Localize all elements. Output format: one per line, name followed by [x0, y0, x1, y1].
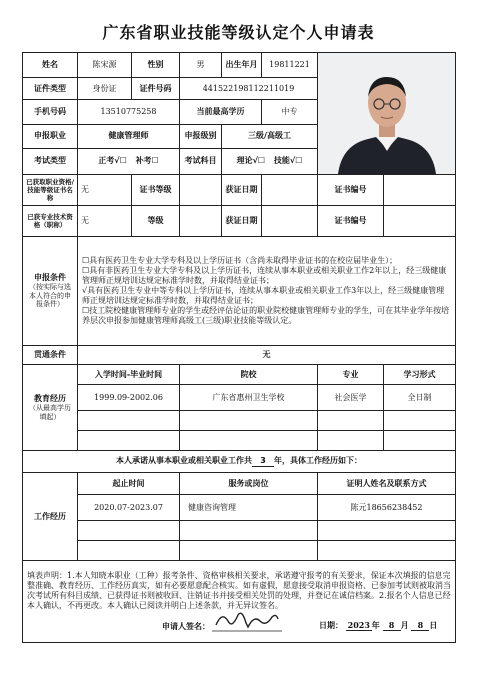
- occupation-label: 申报职业: [23, 124, 78, 148]
- edu-cell: [180, 431, 318, 451]
- held-skill-date-label: 获证日期: [222, 206, 262, 237]
- condition-item[interactable]: ☐技工院校健康管理师专业的学生或经评估论证的职业院校健康管理师专业的学生，可在其毕业学年按培养层次申报参加健康管理师高级工(三级)职业技能等级认定。: [82, 306, 450, 325]
- edu-history-note: （从最高学历填起）: [29, 403, 71, 421]
- conditions-list: [78, 237, 456, 346]
- theory-checkbox[interactable]: 理论√☐: [236, 156, 266, 166]
- through-condition-value: 无: [78, 346, 456, 365]
- application-form: [22, 52, 456, 643]
- date-label: 日期：: [319, 619, 343, 630]
- signature-area: [27, 611, 451, 633]
- edu-cell: [78, 411, 180, 431]
- work-cell: [180, 521, 318, 541]
- handwritten-signature: [212, 607, 282, 633]
- education-value: 中专: [262, 100, 318, 124]
- signature-label: 申请人签名：: [162, 620, 210, 631]
- name-label: 姓名: [23, 53, 78, 78]
- condition-item[interactable]: √具有医药卫生专业中等专科以上学历证书，连续从事本职业或相关职业工作3年以上，经三级健康管理师正规培训达规定标准学时数，并取得结业证书；: [82, 286, 445, 305]
- normal-exam-checkbox[interactable]: 正考√☐: [98, 156, 127, 166]
- work-years: 3: [252, 456, 274, 467]
- level-label: 申报级别: [180, 124, 222, 148]
- id-type-label: 证件类型: [23, 78, 78, 100]
- applicant-photo: [318, 53, 456, 175]
- edu-cell: 广东省惠州卫生学校: [180, 385, 318, 411]
- work-header-period: 起止时间: [78, 473, 180, 495]
- exam-type-options: [78, 148, 180, 174]
- declaration-text: 填表声明：1.本人知晓本职业（工种）报考条件、资格审核相关要求，承诺遵守报考的有关要求，保证本次填报的信息完整准确、教育经历、工作经历真实，如有必要愿意配合核实。如有虚假，愿意接受取消申报资格、已参加考试则被取消当次考试所有科目成绩、已获得证书则被收回、注销证书并接受相关处罚的处理，并登记在诚信档案。2.报名个人信息已经本人确认，不再更改。本人确认已阅读并明白上述条款，并无异议签名。: [27, 570, 451, 610]
- portrait-image: [318, 53, 456, 174]
- declaration-cell: [23, 561, 456, 643]
- edu-cell: 1999.09-2002.06: [78, 385, 180, 411]
- name-value: 陈宋源: [78, 53, 132, 78]
- month-unit: 月: [400, 619, 409, 630]
- work-header-referee: 证明人姓名及联系方式: [318, 473, 456, 495]
- skill-checkbox[interactable]: 技能√☐: [273, 156, 303, 166]
- work-cell: [78, 521, 180, 541]
- exam-subject-options: [222, 148, 318, 174]
- sign-year: 2023: [347, 619, 370, 630]
- held-skill-label: 已获专业技术资格（职称）: [23, 206, 78, 237]
- work-cell: [180, 541, 318, 561]
- date-field: [319, 620, 437, 631]
- through-condition-label: 贯通条件: [23, 346, 78, 365]
- edu-cell: [180, 411, 318, 431]
- gender-label: 性别: [132, 53, 180, 78]
- sign-day: 8: [411, 620, 429, 631]
- held-skill-level-label: 等级: [132, 206, 180, 237]
- edu-cell: [78, 431, 180, 451]
- edu-cell: [318, 431, 384, 451]
- gender-value: 男: [180, 53, 222, 78]
- work-statement-post: 年，具体工作经历如下：: [274, 456, 362, 465]
- level-value: 三级/高级工: [222, 124, 318, 148]
- held-issue-date-label: 获证日期: [222, 175, 262, 206]
- work-header-role: 服务或岗位: [180, 473, 318, 495]
- edu-header-mode: 学习形式: [384, 365, 456, 385]
- phone-label: 手机号码: [23, 100, 78, 124]
- edu-header-major: 专业: [318, 365, 384, 385]
- edu-cell: [384, 411, 456, 431]
- held-cert-level-label: 证书等级: [132, 175, 180, 206]
- day-unit: 日: [429, 619, 438, 630]
- edu-cell: [318, 411, 384, 431]
- phone-value: 13510775258: [78, 100, 180, 124]
- edu-history-label-cell: [23, 365, 78, 451]
- work-cell: [318, 541, 456, 561]
- conditions-note: （按实际与选本人符合的申报条件）: [29, 282, 71, 309]
- held-skill-cert-no-label: 证书编号: [318, 206, 384, 237]
- work-cell: 健康咨询管理: [180, 495, 318, 521]
- edu-history-label: 教育经历: [34, 393, 66, 403]
- held-cert-no-label: 证书编号: [318, 175, 384, 206]
- held-cert-label: 已获取职业资格/技能等级证书名称: [23, 175, 78, 206]
- birth-value: 19811221: [262, 53, 318, 78]
- retake-exam-checkbox[interactable]: 补考☐: [135, 156, 159, 166]
- form-title: 广东省职业技能等级认定个人申请表: [102, 23, 375, 42]
- year-unit: 年: [371, 619, 380, 630]
- work-statement-pre: 本人承诺从事本职业或相关职业工作共: [116, 456, 252, 465]
- exam-subject-label: 考试科目: [180, 148, 222, 174]
- sign-month: 8: [383, 620, 401, 631]
- edu-header-period: 入学时间-毕业时间: [78, 365, 180, 385]
- edu-cell: 社会医学: [318, 385, 384, 411]
- condition-item[interactable]: ☐具有非医药卫生专业大学专科及以上学历证书，连续从事本职业或相关职业工作2年以上，经三级健康管理师正规培训达规定标准学时数，并取得结业证书；: [82, 266, 447, 285]
- edu-cell: 全日制: [384, 385, 456, 411]
- birth-label: 出生年月: [222, 53, 262, 78]
- education-label: 当前最高学历: [180, 100, 262, 124]
- work-cell: [78, 541, 180, 561]
- id-type-value: 身份证: [78, 78, 132, 100]
- conditions-label: 申报条件: [34, 272, 66, 282]
- work-history-label: 工作经历: [23, 473, 78, 561]
- work-cell: [318, 521, 456, 541]
- id-no-value: 441522198112211019: [180, 78, 318, 100]
- edu-header-school: 院校: [180, 365, 318, 385]
- conditions-label-cell: [23, 237, 78, 346]
- work-cell: 2020.07-2023.07: [78, 495, 180, 521]
- work-statement: [23, 451, 456, 473]
- work-cell: 陈元18656238452: [318, 495, 456, 521]
- id-no-label: 证件号码: [132, 78, 180, 100]
- occupation-value: 健康管理师: [78, 124, 180, 148]
- condition-item[interactable]: ☐具有医药卫生专业大学专科及以上学历证书（含尚未取得毕业证书的在校应届毕业生）；: [82, 256, 398, 265]
- edu-cell: [384, 431, 456, 451]
- held-cert-value: 无: [78, 175, 132, 206]
- exam-type-label: 考试类型: [23, 148, 78, 174]
- held-skill-value: 无: [78, 206, 132, 237]
